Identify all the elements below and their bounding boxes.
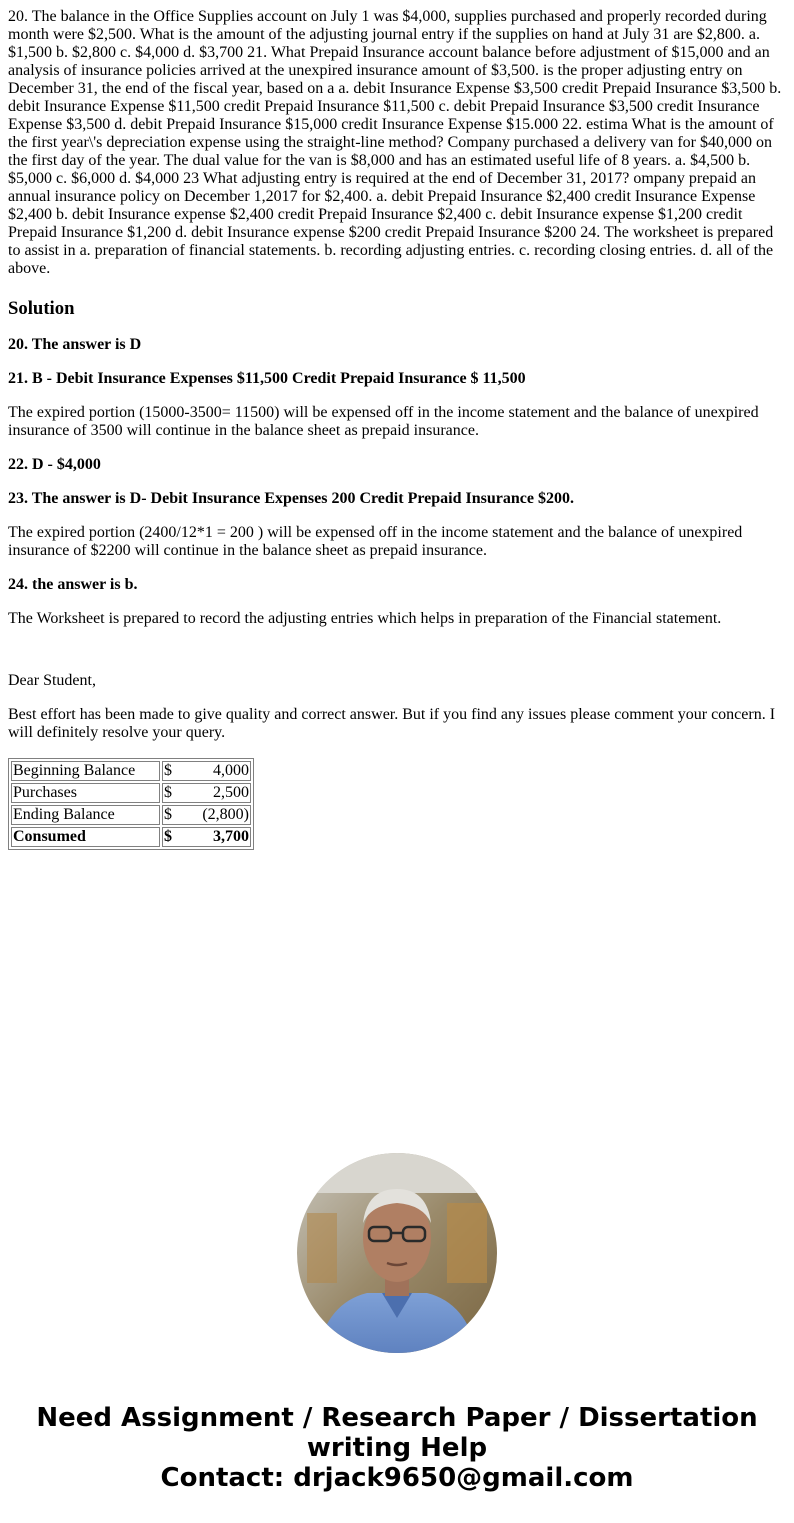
row-amount: 3,700	[213, 828, 249, 845]
row-amount: (2,800)	[202, 806, 249, 823]
table-row	[11, 805, 251, 825]
answer-22: 22. D - $4,000	[8, 456, 101, 473]
table-row	[11, 783, 251, 803]
answer-24: 24. the answer is b.	[8, 576, 138, 593]
answer-21: 21. B - Debit Insurance Expenses $11,500 Credit Prepaid Insurance $ 11,500	[8, 370, 526, 387]
table-row	[11, 761, 251, 781]
question-text: 20. The balance in the Office Supplies account on July 1 was $4,000, supplies purchased and properly recorded during month were $2,500. What is the amount of the adjusting journal entry if the supplies on hand at July 31 are $2,800. a. $1,500 b. $2,800 c. $4,000 d. $3,700 21. What Prepaid Insurance account balance before adjustment of $15,000 and an analysis of insurance policies arrived at the unexpired insurance amount of $3,500. is the proper adjusting entry on December 31, the end of the fiscal year, based on a a. debit Insurance Expense $3,500 credit Prepaid Insurance $3,500 b. debit Insurance Expense $11,500 credit Prepaid Insurance $11,500 c. debit Prepaid Insurance $3,500 credit Insurance Expense $3,500 d. debit Prepaid Insurance $15,000 credit Insurance Expense $15.000 22. estima What is the amount of the first year\'s depreciation expense using the straight-line method? Company purchased a delivery van for $40,000 on the first day of the year. The dual value for the van is $8,000 and has an estimated useful life of 8 years. a. $4,500 b. $5,000 c. $6,000 d. $4,000 23 What adjusting entry is required at the end of December 31, 2017? ompany prepaid an annual insurance policy on December 1,2017 for $2,400. a. debit Prepaid Insurance $2,400 credit Insurance Expense $2,400 b. debit Insurance expense $2,400 credit Prepaid Insurance $2,400 c. debit Insurance expense $1,200 credit Prepaid Insurance $1,200 d. debit Insurance expense $200 credit Prepaid Insurance $200 24. The worksheet is prepared to assist in a. preparation of financial statements. b. recording adjusting entries. c. recording closing entries. d. all of the above.	[8, 8, 782, 277]
row-label: Consumed	[11, 827, 160, 847]
solution-heading: Solution	[8, 298, 75, 319]
supplies-calculation-table	[8, 758, 254, 850]
footer-line-2: writing Help	[306, 1433, 488, 1463]
answer-20: 20. The answer is D	[8, 336, 142, 353]
answer-23-explanation: The expired portion (2400/12*1 = 200 ) will be expensed off in the income statement and the balance of unexpired insurance of $2200 will continue in the balance sheet as prepaid insurance.	[8, 524, 743, 559]
footer-contact: Contact: drjack9650@gmail.com	[160, 1463, 634, 1493]
row-amount: 2,500	[213, 784, 249, 801]
currency-symbol: $	[164, 806, 172, 823]
currency-symbol: $	[164, 762, 172, 779]
row-label: Ending Balance	[11, 805, 160, 825]
promo-footer	[0, 1403, 794, 1493]
document-content	[8, 8, 786, 850]
greeting: Dear Student,	[8, 672, 96, 689]
answer-24-explanation: The Worksheet is prepared to record the adjusting entries which helps in preparation of the Financial statement.	[8, 610, 722, 627]
answer-23: 23. The answer is D- Debit Insurance Expenses 200 Credit Prepaid Insurance $200.	[8, 490, 574, 507]
answer-21-explanation: The expired portion (15000-3500= 11500) will be expensed off in the income statement and the balance of unexpired insurance of 3500 will continue in the balance sheet as prepaid insurance.	[8, 404, 759, 439]
closing-message: Best effort has been made to give quality and correct answer. But if you find any issues please comment your concern. I will definitely resolve your query.	[8, 706, 776, 741]
person-portrait-icon	[297, 1153, 497, 1353]
row-label: Beginning Balance	[11, 761, 160, 781]
author-avatar	[297, 1153, 497, 1353]
currency-symbol: $	[164, 828, 172, 845]
row-label: Purchases	[11, 783, 160, 803]
footer-line-1: Need Assignment / Research Paper / Dissertation	[36, 1403, 758, 1433]
currency-symbol: $	[164, 784, 172, 801]
table-row-total	[11, 827, 251, 847]
row-amount: 4,000	[213, 762, 249, 779]
